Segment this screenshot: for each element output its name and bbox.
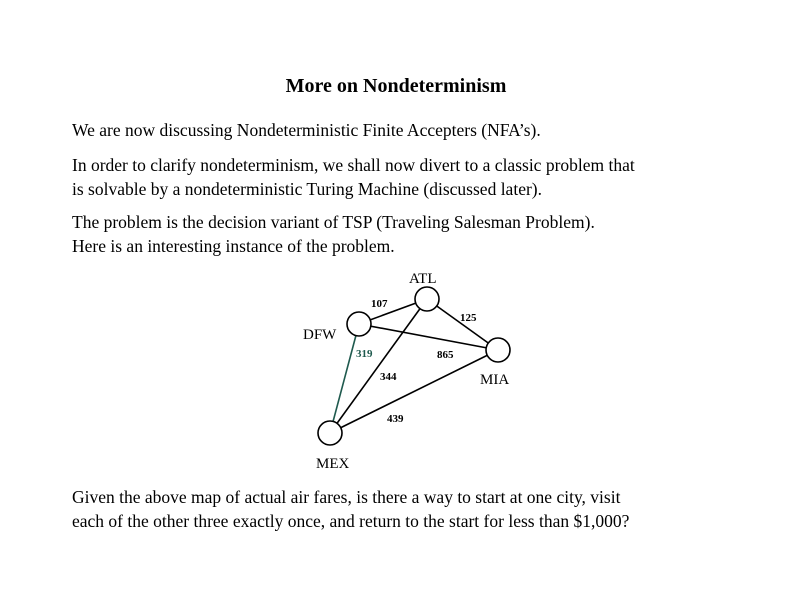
- text-line: In order to clarify nondeterminism, we shall now divert to a classic problem that: [72, 155, 635, 175]
- text-line: each of the other three exactly once, and return to the start for less than $1,000?: [72, 511, 630, 531]
- fare-label-mex-mia: 439: [387, 413, 404, 425]
- fare-label-dfw-mia: 865: [437, 349, 454, 361]
- text-line: The problem is the decision variant of TSP (Traveling Salesman Problem).: [72, 212, 595, 232]
- slide-title: More on Nondeterminism: [285, 75, 507, 97]
- fare-label-atl-mex: 344: [380, 371, 397, 383]
- fare-label-dfw-mex: 319: [356, 348, 373, 360]
- city-label-dfw: DFW: [303, 327, 337, 343]
- node-dfw: [347, 312, 371, 336]
- edge-atl-mex: [330, 299, 427, 433]
- city-label-mia: MIA: [480, 372, 510, 388]
- edge-atl-mia: [427, 299, 498, 350]
- text-line: We are now discussing Nondeterministic Finite Accepters (NFA’s).: [72, 120, 541, 140]
- city-label-mex: MEX: [316, 456, 350, 472]
- fare-label-atl-mia: 125: [460, 312, 477, 324]
- fare-label-atl-dfw: 107: [371, 298, 388, 310]
- node-atl: [415, 287, 439, 311]
- closing-question: [72, 485, 752, 533]
- edge-dfw-mia: [359, 324, 498, 350]
- text-line: is solvable by a nondeterministic Turing Machine (discussed later).: [72, 179, 542, 199]
- text-line: Here is an interesting instance of the problem.: [72, 236, 395, 256]
- city-label-atl: ATL: [409, 271, 437, 287]
- node-mia: [486, 338, 510, 362]
- text-line: Given the above map of actual air fares, is there a way to start at one city, visit: [72, 487, 621, 507]
- node-mex: [318, 421, 342, 445]
- edge-mex-mia: [330, 350, 498, 433]
